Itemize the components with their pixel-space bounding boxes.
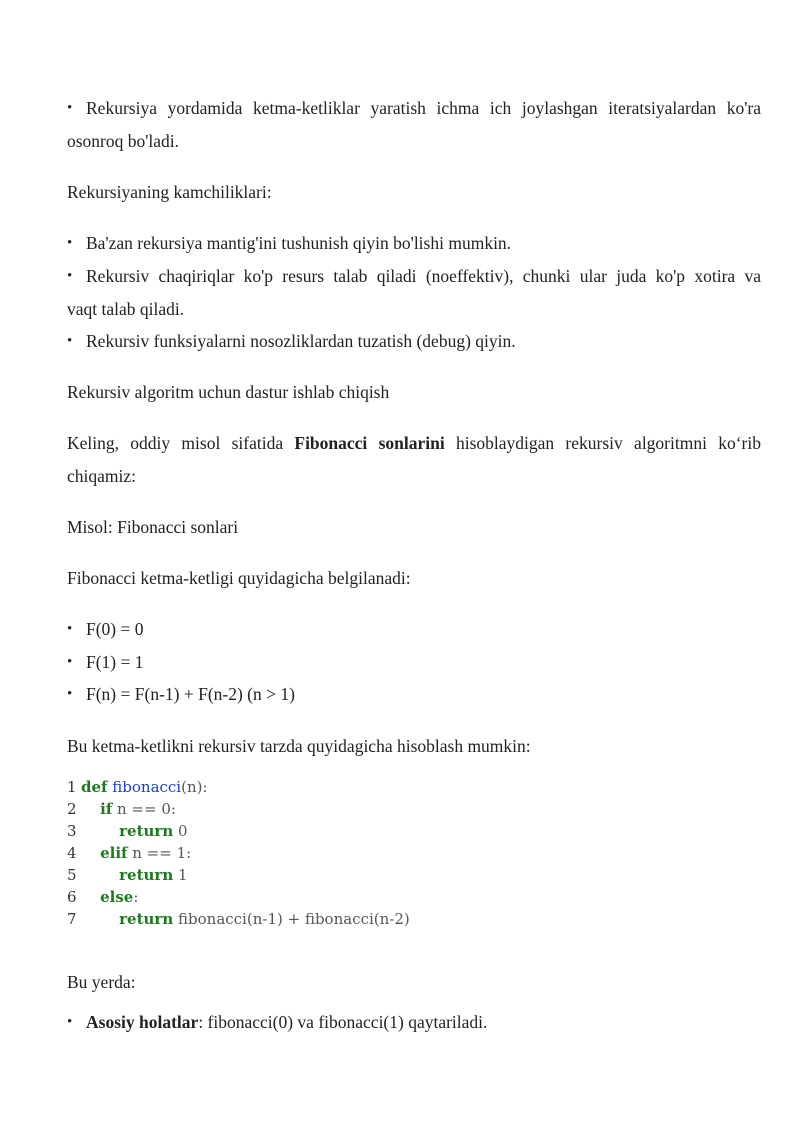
bullet: • bbox=[67, 333, 73, 349]
code-indent bbox=[81, 800, 100, 818]
code-keyword: return bbox=[119, 866, 174, 884]
line-number: 5 bbox=[67, 866, 77, 884]
section-title: Rekursiv algoritm uchun dastur ishlab chiqish bbox=[67, 382, 390, 402]
definition-intro: Fibonacci ketma-ketligi quyidagicha belgilanadi: bbox=[67, 568, 411, 588]
list-item-text: Rekursiv chaqiriqlar ko'p resurs talab qiladi (noeffektiv), chunki ular juda ko'p xotira va bbox=[86, 266, 761, 286]
paragraph-text: hisoblaydigan rekursiv algoritmni ko‘rib bbox=[444, 433, 761, 453]
intro-paragraph bbox=[67, 427, 761, 460]
drawbacks-heading: Rekursiyaning kamchiliklari: bbox=[67, 182, 272, 202]
list-item-definition bbox=[67, 613, 761, 646]
code-block bbox=[67, 776, 410, 930]
list-item-definition bbox=[67, 678, 761, 711]
list-item-drawback bbox=[67, 227, 761, 260]
code-line bbox=[67, 886, 410, 908]
code-indent bbox=[81, 866, 119, 884]
line-number: 3 bbox=[67, 822, 77, 840]
code-intro: Bu ketma-ketlikni rekursiv tarzda quyidagicha hisoblash mumkin: bbox=[67, 736, 531, 756]
list-item-text: F(n) = F(n-1) + F(n-2) (n > 1) bbox=[86, 684, 295, 704]
code-text: n == 1: bbox=[127, 844, 192, 862]
code-function-name: fibonacci bbox=[112, 778, 182, 796]
bullet: • bbox=[67, 1014, 73, 1030]
bullet: • bbox=[67, 621, 73, 637]
code-keyword: else bbox=[100, 888, 134, 906]
list-item-intro bbox=[67, 92, 761, 125]
list-item-text bbox=[86, 1006, 761, 1039]
list-item-definition bbox=[67, 646, 761, 679]
list-item-text: Ba'zan rekursiya mantig'ini tushunish qiyin bo'lishi mumkin. bbox=[86, 233, 512, 253]
bullet: • bbox=[67, 100, 73, 116]
list-item-continuation: osonroq bo'ladi. bbox=[67, 131, 180, 151]
code-text: fibonacci(n-1) + fibonacci(n-2) bbox=[173, 910, 410, 928]
list-item-text: Rekursiv funksiyalarni nosozliklardan tuzatish (debug) qiyin. bbox=[86, 331, 516, 351]
list-item-base-cases bbox=[67, 1006, 761, 1039]
code-text: (n): bbox=[181, 778, 208, 796]
list-item-drawback bbox=[67, 325, 761, 358]
list-item-text: F(1) = 1 bbox=[86, 652, 144, 672]
code-line bbox=[67, 864, 410, 886]
code-line bbox=[67, 776, 410, 798]
bullet: • bbox=[67, 654, 73, 670]
code-indent bbox=[81, 844, 100, 862]
list-item-continuation: vaqt talab qiladi. bbox=[67, 299, 185, 319]
code-indent bbox=[81, 888, 100, 906]
code-keyword: return bbox=[119, 910, 174, 928]
list-item-text: Rekursiya yordamida ketma-ketliklar yaratish ichma ich joylashgan iteratsiyalardan ko'ra bbox=[86, 98, 761, 118]
code-text: 1 bbox=[173, 866, 188, 884]
code-keyword: return bbox=[119, 822, 174, 840]
list-item-drawback bbox=[67, 260, 761, 293]
code-indent bbox=[81, 822, 119, 840]
code-text: 0 bbox=[173, 822, 188, 840]
code-line bbox=[67, 798, 410, 820]
code-keyword: elif bbox=[100, 844, 128, 862]
intro-paragraph-continuation: chiqamiz: bbox=[67, 466, 137, 486]
code-line bbox=[67, 820, 410, 842]
line-number: 7 bbox=[67, 910, 77, 928]
bold-term: Asosiy holatlar bbox=[86, 1012, 199, 1032]
paragraph-text: Keling, oddiy misol sifatida bbox=[67, 433, 295, 453]
bullet: • bbox=[67, 235, 73, 251]
list-item-rest: : fibonacci(0) va fibonacci(1) qaytariladi. bbox=[198, 1012, 488, 1032]
code-line bbox=[67, 908, 410, 930]
code-line bbox=[67, 842, 410, 864]
bold-term: Fibonacci sonlarini bbox=[294, 433, 445, 453]
list-item-text: F(0) = 0 bbox=[86, 619, 144, 639]
line-number: 4 bbox=[67, 844, 77, 862]
here-heading: Bu yerda: bbox=[67, 972, 136, 992]
line-number: 1 bbox=[67, 778, 77, 796]
code-text: : bbox=[133, 888, 139, 906]
code-text: n == 0: bbox=[112, 800, 176, 818]
line-number: 6 bbox=[67, 888, 77, 906]
bullet: • bbox=[67, 686, 73, 702]
bullet: • bbox=[67, 268, 73, 284]
code-indent bbox=[81, 910, 119, 928]
line-number: 2 bbox=[67, 800, 77, 818]
example-title: Misol: Fibonacci sonlari bbox=[67, 517, 239, 537]
code-keyword: if bbox=[100, 800, 113, 818]
code-keyword: def bbox=[81, 778, 108, 796]
